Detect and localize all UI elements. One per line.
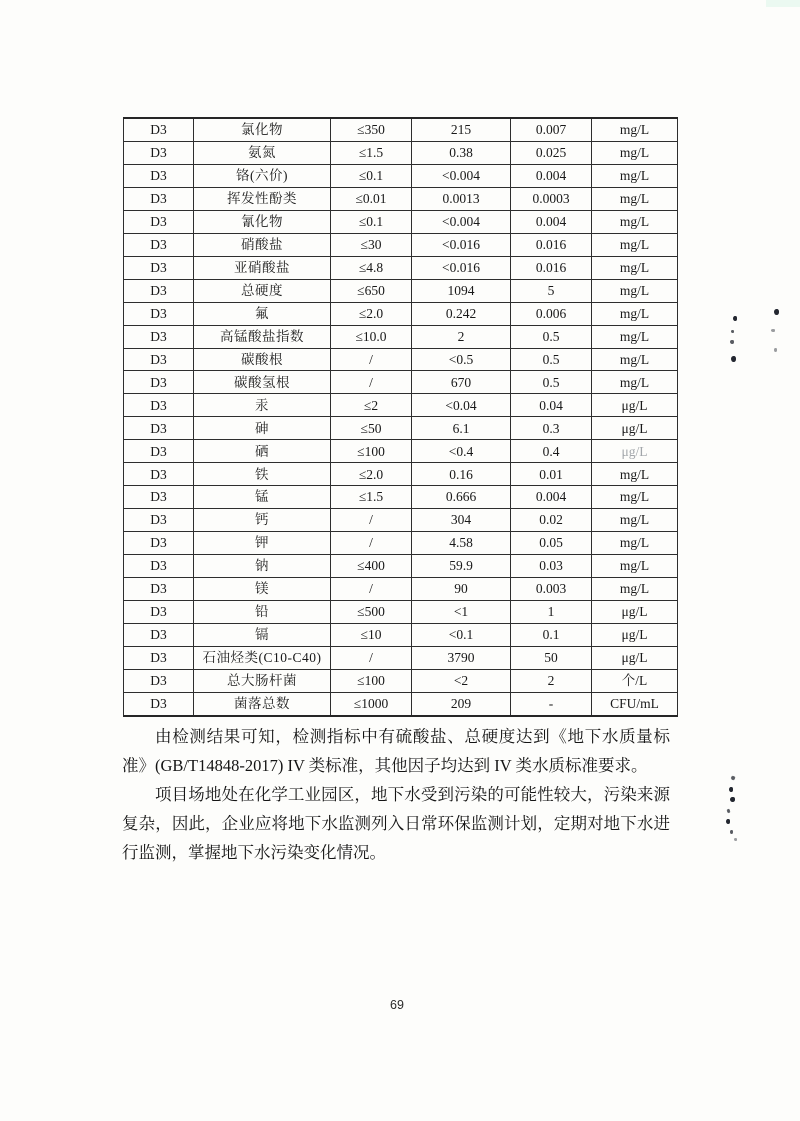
cell-limit: ≤0.1 [331, 210, 412, 233]
cell-value: <0.016 [412, 256, 511, 279]
ink-mark [730, 775, 735, 780]
table-row [124, 187, 678, 210]
cell-detection_limit: 0.03 [511, 555, 592, 578]
cell-point: D3 [124, 578, 194, 601]
cell-parameter: 砷 [194, 417, 331, 440]
cell-detection_limit: 2 [511, 669, 592, 692]
cell-limit: ≤0.1 [331, 164, 412, 187]
table-row [124, 509, 678, 532]
cell-value: <0.004 [412, 164, 511, 187]
cell-detection_limit: 0.004 [511, 210, 592, 233]
cell-point: D3 [124, 141, 194, 164]
table-row [124, 325, 678, 348]
cell-unit: mg/L [592, 325, 678, 348]
table-row [124, 555, 678, 578]
cell-detection_limit: 1 [511, 601, 592, 624]
cell-unit: mg/L [592, 118, 678, 141]
cell-parameter: 汞 [194, 394, 331, 417]
cell-limit: ≤1000 [331, 692, 412, 715]
ink-mark [734, 838, 737, 841]
conclusion-text-block [122, 722, 670, 867]
cell-value: 670 [412, 371, 511, 394]
cell-limit: ≤0.01 [331, 187, 412, 210]
cell-point: D3 [124, 463, 194, 486]
cell-limit: ≤30 [331, 233, 412, 256]
cell-parameter: 钙 [194, 509, 331, 532]
ink-mark [774, 348, 777, 352]
ink-mark [771, 329, 775, 332]
cell-point: D3 [124, 601, 194, 624]
cell-value: <2 [412, 669, 511, 692]
table-row [124, 669, 678, 692]
cell-limit: / [331, 646, 412, 669]
table-row [124, 463, 678, 486]
cell-point: D3 [124, 623, 194, 646]
cell-value: <0.5 [412, 348, 511, 371]
cell-limit: / [331, 578, 412, 601]
cell-point: D3 [124, 646, 194, 669]
cell-point: D3 [124, 256, 194, 279]
cell-point: D3 [124, 486, 194, 509]
cell-limit: ≤10 [331, 623, 412, 646]
cell-parameter: 亚硝酸盐 [194, 256, 331, 279]
cell-limit: ≤10.0 [331, 325, 412, 348]
cell-parameter: 硒 [194, 440, 331, 463]
cell-value: 209 [412, 692, 511, 715]
cell-limit: / [331, 371, 412, 394]
cell-unit: μg/L [592, 417, 678, 440]
cell-unit: 个/L [592, 669, 678, 692]
table-row [124, 646, 678, 669]
cell-limit: ≤400 [331, 555, 412, 578]
ink-mark [731, 356, 736, 362]
scan-edge-tint [766, 0, 800, 7]
cell-value: 1094 [412, 279, 511, 302]
ink-mark [731, 330, 734, 333]
cell-unit: mg/L [592, 348, 678, 371]
cell-unit: μg/L [592, 394, 678, 417]
table-row [124, 118, 678, 141]
cell-point: D3 [124, 509, 194, 532]
cell-detection_limit: 0.006 [511, 302, 592, 325]
table-row [124, 164, 678, 187]
cell-value: <0.016 [412, 233, 511, 256]
table-row [124, 440, 678, 463]
cell-point: D3 [124, 118, 194, 141]
cell-parameter: 总大肠杆菌 [194, 669, 331, 692]
cell-limit: ≤350 [331, 118, 412, 141]
cell-detection_limit: 0.004 [511, 486, 592, 509]
cell-parameter: 锰 [194, 486, 331, 509]
cell-point: D3 [124, 417, 194, 440]
cell-limit: ≤2.0 [331, 302, 412, 325]
ink-mark [730, 830, 733, 834]
cell-value: 0.38 [412, 141, 511, 164]
cell-parameter: 挥发性酚类 [194, 187, 331, 210]
cell-unit: mg/L [592, 371, 678, 394]
cell-unit: μg/L [592, 601, 678, 624]
cell-point: D3 [124, 279, 194, 302]
ink-mark [733, 316, 737, 321]
cell-value: 0.666 [412, 486, 511, 509]
cell-unit: mg/L [592, 463, 678, 486]
cell-value: <0.4 [412, 440, 511, 463]
table-row [124, 233, 678, 256]
cell-parameter: 氨氮 [194, 141, 331, 164]
cell-detection_limit: 0.016 [511, 233, 592, 256]
cell-point: D3 [124, 669, 194, 692]
cell-limit: ≤100 [331, 669, 412, 692]
cell-limit: / [331, 348, 412, 371]
cell-point: D3 [124, 692, 194, 715]
cell-parameter: 镉 [194, 623, 331, 646]
cell-limit: / [331, 509, 412, 532]
cell-detection_limit: 0.003 [511, 578, 592, 601]
cell-unit: μg/L [592, 440, 678, 463]
cell-parameter: 铅 [194, 601, 331, 624]
cell-point: D3 [124, 532, 194, 555]
cell-limit: ≤650 [331, 279, 412, 302]
cell-value: <1 [412, 601, 511, 624]
cell-value: 215 [412, 118, 511, 141]
conclusion-paragraph: 由检测结果可知，检测指标中有硫酸盐、总硬度达到《地下水质量标准》(GB/T14848-2017) IV 类标准，其他因子均达到 IV 类水质标准要求。 [122, 727, 670, 775]
cell-point: D3 [124, 233, 194, 256]
cell-value: <0.1 [412, 623, 511, 646]
ink-mark [730, 797, 735, 802]
cell-point: D3 [124, 555, 194, 578]
table-row [124, 394, 678, 417]
cell-limit: ≤4.8 [331, 256, 412, 279]
table-row [124, 532, 678, 555]
cell-unit: CFU/mL [592, 692, 678, 715]
cell-point: D3 [124, 371, 194, 394]
cell-parameter: 碳酸根 [194, 348, 331, 371]
cell-parameter: 碳酸氢根 [194, 371, 331, 394]
cell-point: D3 [124, 187, 194, 210]
cell-unit: mg/L [592, 164, 678, 187]
cell-detection_limit: 0.3 [511, 417, 592, 440]
cell-point: D3 [124, 394, 194, 417]
cell-detection_limit: 50 [511, 646, 592, 669]
cell-value: 4.58 [412, 532, 511, 555]
ink-mark [730, 340, 734, 344]
cell-detection_limit: 0.004 [511, 164, 592, 187]
cell-detection_limit: 0.04 [511, 394, 592, 417]
cell-detection_limit: 0.02 [511, 509, 592, 532]
cell-point: D3 [124, 325, 194, 348]
cell-detection_limit: 0.5 [511, 348, 592, 371]
cell-detection_limit: 0.5 [511, 371, 592, 394]
cell-detection_limit: 0.01 [511, 463, 592, 486]
cell-parameter: 氰化物 [194, 210, 331, 233]
cell-detection_limit: 0.016 [511, 256, 592, 279]
ink-mark [729, 787, 733, 792]
table-row [124, 256, 678, 279]
cell-parameter: 石油烃类(C10-C40) [194, 646, 331, 669]
cell-value: <0.04 [412, 394, 511, 417]
cell-parameter: 镁 [194, 578, 331, 601]
ink-mark [727, 809, 731, 814]
cell-parameter: 氯化物 [194, 118, 331, 141]
cell-unit: mg/L [592, 256, 678, 279]
cell-limit: ≤50 [331, 417, 412, 440]
table-row [124, 302, 678, 325]
cell-limit: ≤2.0 [331, 463, 412, 486]
cell-value: 2 [412, 325, 511, 348]
cell-detection_limit: 0.05 [511, 532, 592, 555]
cell-value: 3790 [412, 646, 511, 669]
cell-unit: mg/L [592, 210, 678, 233]
ink-mark [726, 819, 730, 824]
table-row [124, 210, 678, 233]
cell-value: <0.004 [412, 210, 511, 233]
page-number: 69 [390, 998, 404, 1012]
cell-point: D3 [124, 440, 194, 463]
cell-unit: mg/L [592, 187, 678, 210]
cell-parameter: 硝酸盐 [194, 233, 331, 256]
cell-parameter: 钾 [194, 532, 331, 555]
table-row [124, 279, 678, 302]
cell-unit: mg/L [592, 486, 678, 509]
cell-detection_limit: - [511, 692, 592, 715]
cell-detection_limit: 0.5 [511, 325, 592, 348]
cell-value: 0.16 [412, 463, 511, 486]
cell-limit: ≤1.5 [331, 486, 412, 509]
table-row [124, 141, 678, 164]
cell-parameter: 总硬度 [194, 279, 331, 302]
table-row [124, 486, 678, 509]
cell-parameter: 铬(六价) [194, 164, 331, 187]
cell-unit: mg/L [592, 555, 678, 578]
cell-point: D3 [124, 302, 194, 325]
ink-mark [774, 309, 779, 315]
cell-unit: μg/L [592, 623, 678, 646]
cell-limit: / [331, 532, 412, 555]
table-row [124, 601, 678, 624]
table-row [124, 348, 678, 371]
cell-point: D3 [124, 348, 194, 371]
cell-unit: μg/L [592, 646, 678, 669]
table-row [124, 692, 678, 715]
cell-value: 59.9 [412, 555, 511, 578]
table-row [124, 578, 678, 601]
cell-detection_limit: 0.007 [511, 118, 592, 141]
cell-detection_limit: 0.025 [511, 141, 592, 164]
cell-unit: mg/L [592, 509, 678, 532]
cell-unit: mg/L [592, 233, 678, 256]
cell-unit: mg/L [592, 532, 678, 555]
cell-parameter: 菌落总数 [194, 692, 331, 715]
cell-value: 304 [412, 509, 511, 532]
cell-detection_limit: 5 [511, 279, 592, 302]
table-row [124, 417, 678, 440]
cell-unit: mg/L [592, 578, 678, 601]
cell-parameter: 铁 [194, 463, 331, 486]
cell-parameter: 氟 [194, 302, 331, 325]
table-row [124, 371, 678, 394]
cell-detection_limit: 0.0003 [511, 187, 592, 210]
cell-value: 90 [412, 578, 511, 601]
cell-unit: mg/L [592, 279, 678, 302]
cell-parameter: 高锰酸盐指数 [194, 325, 331, 348]
cell-value: 0.242 [412, 302, 511, 325]
cell-detection_limit: 0.1 [511, 623, 592, 646]
cell-point: D3 [124, 164, 194, 187]
cell-value: 0.0013 [412, 187, 511, 210]
recommendation-paragraph: 项目场地处在化学工业园区，地下水受到污染的可能性较大，污染来源复杂，因此，企业应将地下水监测列入日常环保监测计划，定期对地下水进行监测，掌握地下水污染变化情况。 [122, 785, 670, 862]
results-table-body [124, 118, 678, 716]
groundwater-monitoring-results-table [123, 117, 678, 717]
cell-limit: ≤1.5 [331, 141, 412, 164]
cell-point: D3 [124, 210, 194, 233]
cell-limit: ≤2 [331, 394, 412, 417]
cell-detection_limit: 0.4 [511, 440, 592, 463]
cell-unit: mg/L [592, 141, 678, 164]
cell-value: 6.1 [412, 417, 511, 440]
cell-limit: ≤100 [331, 440, 412, 463]
cell-limit: ≤500 [331, 601, 412, 624]
cell-unit: mg/L [592, 302, 678, 325]
cell-parameter: 钠 [194, 555, 331, 578]
table-row [124, 623, 678, 646]
